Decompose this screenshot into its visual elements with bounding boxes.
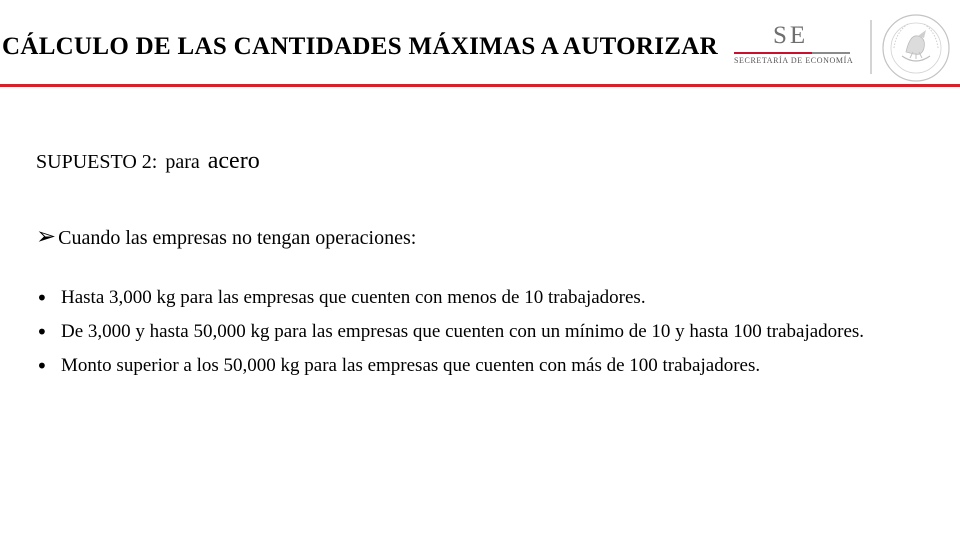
logo-grey-rule <box>812 52 850 54</box>
list-item <box>36 320 908 344</box>
scenario-subtitle <box>36 148 260 175</box>
section-heading-text: Cuando las empresas no tengan operaciones: <box>58 227 417 249</box>
list-item-text: De 3,000 y hasta 50,000 kg para las empresas que cuenten con un mínimo de 10 y hasta 100 trabajadores. <box>61 321 865 342</box>
logo-red-rule <box>734 52 812 54</box>
bullet-dot-icon: • <box>36 320 48 344</box>
bullet-dot-icon: • <box>36 286 48 310</box>
header-divider <box>0 84 960 87</box>
page-title: CÁLCULO DE LAS CANTIDADES MÁXIMAS A AUTORIZAR <box>2 33 718 60</box>
list-item-text: Monto superior a los 50,000 kg para las empresas que cuenten con más de 100 trabajadores. <box>61 355 761 376</box>
scenario-connector: para <box>165 151 200 173</box>
arrow-bullet-icon: ➢ <box>36 222 57 250</box>
section-heading <box>36 222 416 250</box>
list-item-text: Hasta 3,000 kg para las empresas que cuenten con menos de 10 trabajadores. <box>61 287 646 308</box>
logo-initials: SE <box>773 22 809 49</box>
bullet-dot-icon: • <box>36 354 48 378</box>
logo-divider <box>870 20 872 74</box>
seal-icon <box>880 12 952 84</box>
bullet-list <box>36 286 908 388</box>
scenario-value: acero <box>207 148 260 174</box>
list-item <box>36 286 908 310</box>
secretaria-logo <box>724 18 960 80</box>
scenario-label: SUPUESTO 2: <box>36 151 158 173</box>
logo-subtitle: SECRETARÍA DE ECONOMÍA <box>734 56 854 65</box>
list-item <box>36 354 908 378</box>
